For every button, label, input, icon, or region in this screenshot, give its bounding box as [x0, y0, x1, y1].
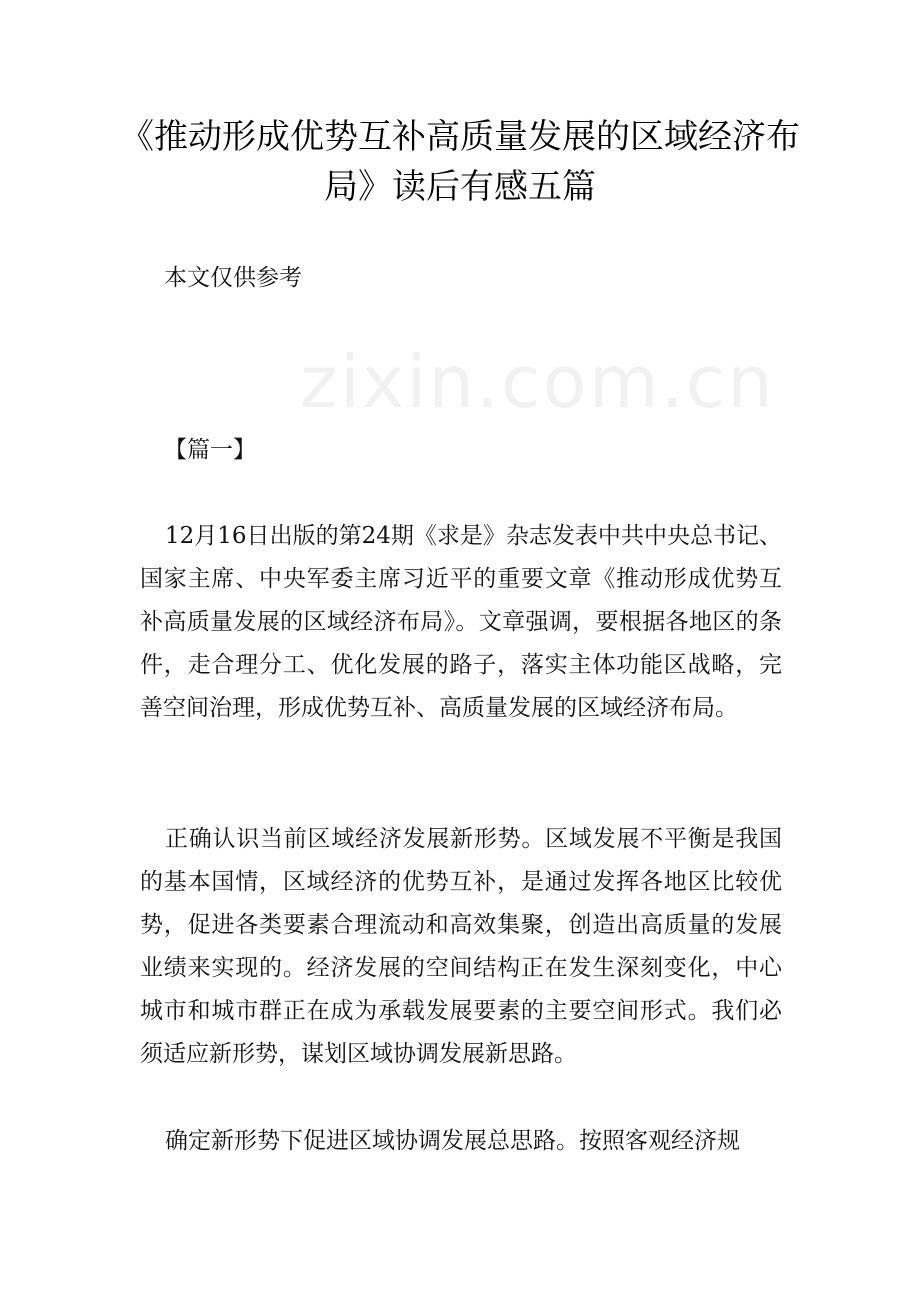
paragraph: 正确认识当前区域经济发展新形势。区域发展不平衡是我国的基本国情，区域经济的优势互补，是通过发挥各地区比较优势，促进各类要素合理流动和高效集聚，创造出高质量的发展业绩来实现的。经济发展的空间结构正在发生深刻变化，中心城市和城市群正在成为承载发展要素的主要空间形式。我们必须适应新形势，谋划区域协调发展新思路。 [140, 826, 782, 1067]
watermark: zixin.com.cn [300, 340, 775, 424]
document-title: 《推动形成优势互补高质量发展的区域经济布局》读后有感五篇 [120, 117, 800, 207]
section-heading: 【篇一】 [164, 437, 256, 463]
paragraph: 确定新形势下促进区域协调发展总思路。按照客观经济规 [165, 1128, 740, 1154]
paragraph: 12月16日出版的第24期《求是》杂志发表中共中央总书记、国家主席、中央军委主席习近平的重要文章《推动形成优势互补高质量发展的区域经济布局》。文章强调，要根据各地区的条件，走合理分工、优化发展的路子，落实主体功能区战略，完善空间治理，形成优势互补、高质量发展的区域经济布局。 [140, 523, 782, 721]
reference-note: 本文仅供参考 [164, 265, 302, 291]
